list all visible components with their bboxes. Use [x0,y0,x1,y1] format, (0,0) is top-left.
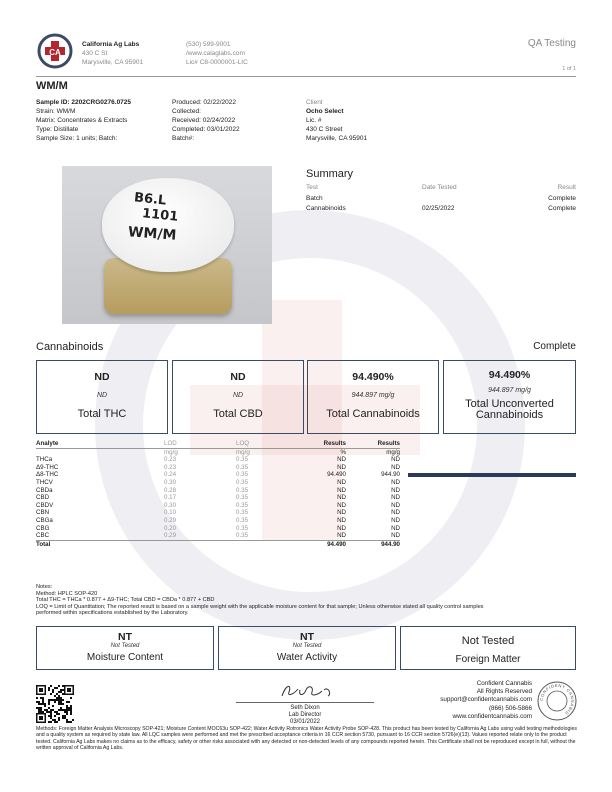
summary-row-result: Complete [548,195,576,202]
col-loq: LOQ [236,440,300,448]
lab-logo [36,32,74,70]
lid-label-1: B6.L [133,190,167,209]
total-pct: 94.490 [300,540,346,548]
col-bar [400,440,576,448]
received-date: Received: 02/24/2022 [172,117,236,124]
result-pct-cell: ND [337,516,346,524]
unit-loq: mg/g [236,448,250,456]
total-unconverted-box [443,360,576,434]
loq-cell: 0.35 [236,532,249,540]
loq-cell: 0.35 [236,471,249,479]
summary-row-test: Batch [306,195,323,202]
cc-website[interactable]: www.confidentcannabis.com [452,712,532,720]
box-sub: ND [232,392,244,399]
analyte-cell: CBDa [36,486,53,494]
result-pct-cell: ND [337,456,346,464]
total-cannabinoids-box [307,360,439,434]
analyte-cell: CBG [36,524,50,532]
signed-date: 03/01/2022 [289,719,321,726]
lod-cell: 0.10 [164,509,177,517]
result-bar-cell [400,456,576,464]
summary-col-test: Test [306,184,318,191]
svg-text:CONFIDENT CANNABIS: CONFIDENT CANNABIS [538,682,576,717]
table-row [36,532,576,540]
col-analyte: Analyte [36,440,164,448]
table-row [36,509,576,517]
result-mg-cell: ND [391,509,400,517]
result-pct-cell: ND [337,494,346,502]
cc-contact [440,680,532,721]
result-mg-cell: 944.90 [381,471,400,479]
loq-cell: 0.35 [236,478,249,486]
produced-date: Produced: 02/22/2022 [172,99,236,106]
lab-city: Marysville, CA 95901 [82,59,144,66]
result-mg-cell: ND [391,463,400,471]
box-sub: 944.897 mg/g [488,387,531,394]
svg-text:CA: CA [49,48,61,57]
analyte-cell: THCa [36,456,53,464]
lab-name: California Ag Labs [82,41,140,48]
result-pct-cell: ND [337,501,346,509]
lod-cell: 0.30 [164,478,177,486]
notes-method: Method: HPLC SOP-420 [36,590,98,597]
table-row [36,456,576,464]
lab-street: 430 C St [82,50,108,57]
analyte-cell: CBGa [36,516,53,524]
collected-date: Collected: [172,108,201,115]
sample-strain: Strain: WM/M [36,108,76,115]
result-pct-cell: ND [337,486,346,494]
client-license: Lic. # [306,117,322,124]
analyte-cell: Δ8-THC [36,471,59,479]
result-pct-cell: 94.490 [327,471,346,479]
cannabinoids-title: Cannabinoids [36,341,104,353]
total-label: Total [36,540,164,548]
col-results-pct: Results [300,440,346,448]
box-label: Moisture Content [86,652,164,663]
table-row [36,525,576,533]
lod-cell: 0.29 [164,532,177,540]
lab-license: Lic# C8-0000001-LIC [186,59,248,66]
lod-cell: 0.24 [164,471,177,479]
table-row [36,479,576,487]
lid-label-3: WM/M [127,224,177,244]
analyte-cell: CBN [36,509,50,517]
sample-title: WM/M [36,80,68,92]
result-mg-cell: ND [391,501,400,509]
lod-cell: 0.30 [164,501,177,509]
analytes-table [36,440,576,548]
box-label: Total CBD [213,408,263,420]
loq-cell: 0.35 [236,516,249,524]
result-mg-cell: ND [391,516,400,524]
result-bar-cell [400,502,576,510]
lod-cell: 0.17 [164,494,177,502]
analyte-cell: THCV [36,478,53,486]
signer-block [236,705,374,727]
box-value: NT [300,631,314,643]
loq-cell: 0.35 [236,501,249,509]
result-bar [408,473,576,477]
table-row [36,487,576,495]
sample-matrix: Matrix: Concentrates & Extracts [36,117,128,124]
result-bar-cell [400,525,576,533]
box-sub: ND [96,392,108,399]
total-mg: 944.90 [346,540,400,548]
result-pct-cell: ND [337,478,346,486]
header-divider [36,76,576,77]
result-mg-cell: ND [391,456,400,464]
total-thc-box [36,360,168,434]
notes-loq: LOQ = Limit of Quantitation; The reported result is based on a sample weight with the applicable moisture content for that sample; Unless otherwise stated all quality control samples [36,603,484,610]
notes-formula: Total THC = THCa * 0.877 + Δ9-THC; Total CBD = CBDa * 0.877 + CBD [36,597,215,604]
result-mg-cell: ND [391,478,400,486]
client-label: Client [306,99,323,106]
summary-row-result: Complete [548,205,576,212]
notes-loq-cont: performed within specifications established by the Laboratory. [36,610,189,617]
summary-row-date: 02/25/2022 [422,205,455,212]
box-value: 94.490% [488,369,531,381]
result-bar-cell [400,464,576,472]
analyte-cell: CBDV [36,501,54,509]
box-label: Total Cannabinoids [326,408,420,420]
client-info [306,98,367,143]
result-pct-cell: ND [337,524,346,532]
unit-lod: mg/g [164,448,178,456]
box-value: ND [94,371,110,383]
analyte-cell: Δ9-THC [36,463,59,471]
cc-name: Confident Cannabis [476,680,532,687]
page-number: 1 of 1 [562,66,576,72]
sample-type: Type: Distillate [36,126,79,133]
client-name: Ocho Select [306,108,344,115]
lod-cell: 0.28 [164,486,177,494]
cc-seal [536,680,578,722]
col-lod: LOD [164,440,236,448]
box-label: Water Activity [276,652,338,663]
box-sub: 944.897 mg/g [351,392,395,399]
result-bar-cell [400,509,576,517]
result-pct-cell: ND [337,463,346,471]
loq-cell: 0.35 [236,524,249,532]
table-total-row [36,540,576,548]
lod-cell: 0.23 [164,456,177,464]
units-row [36,448,576,456]
result-mg-cell: ND [391,494,400,502]
unit-pct: % [340,448,346,456]
loq-cell: 0.35 [236,494,249,502]
unit-mg: mg/g [386,448,400,456]
sample-photo [62,166,272,324]
box-sub: Not Tested [110,643,140,649]
loq-cell: 0.35 [236,509,249,517]
completed-date: Completed: 03/01/2022 [172,126,240,133]
cannabinoids-status: Complete [533,341,576,352]
result-mg-cell: ND [391,532,400,540]
result-bar-cell [400,479,576,487]
footer-disclaimer: Methods: Foreign Matter Analysis Microscopy SOP-421; Moisture Content MOC63u SOP-422; Water Activity Rotronics Water Activity Probe SOP-428. This product has been tested by California Ag Labs using valid testing methodologies and a quality system as required by state law. All LQC samples were performed and met the prescribed acceptance criteria in 16 CCR section 5730, pursuant to 16 CCR section 5726(e)(13). Values reported relate only to the product tested. California Ag Labs makes no claims as to the efficacy, safety or other risks associated with any detected or non-detected levels of any compounds reported herein. This Certificate shall not be reproduced except in full, without the written approval of California Ag Labs. [36,726,577,752]
result-bar-cell [400,471,576,479]
table-header-row [36,440,576,448]
client-street: 430 C Street [306,126,343,133]
cc-rights: All Rights Reserved [476,688,532,696]
result-bar-cell [400,494,576,502]
lab-website: /www.calaglabs.com [186,50,245,57]
table-row [36,517,576,525]
notes-heading: Notes: [36,584,53,590]
table-row [36,471,576,479]
box-value: Not Tested [461,635,515,647]
lod-cell: 0.20 [164,524,177,532]
loq-cell: 0.35 [236,456,249,464]
result-pct-cell: ND [337,532,346,540]
foreign-matter-box [400,626,576,670]
result-mg-cell: ND [391,524,400,532]
box-value: NT [118,631,132,643]
sample-size: Sample Size: 1 units; Batch: [36,135,118,142]
qr-code[interactable] [36,685,74,723]
cc-email[interactable]: support@confidentcannabis.com [440,696,532,704]
analyte-cell: CBC [36,532,50,540]
lab-contact [186,40,248,67]
doc-type: QA Testing [527,38,576,49]
sample-id: Sample ID: 2202CRG0276.0725 [36,99,132,106]
col-results-mg: Results [346,440,400,448]
result-mg-cell: ND [391,486,400,494]
result-bar-cell [400,517,576,525]
cc-phone: (866) 506-5866 [488,704,532,712]
loq-cell: 0.35 [236,486,249,494]
lod-cell: 0.29 [164,516,177,524]
sample-dates [172,98,240,143]
box-label: Total Unconverted Cannabinoids [465,398,554,421]
signer-name: Seth Dixon [290,705,320,711]
batch-number: Batch#: [172,135,195,142]
lab-address [82,40,143,67]
total-cbd-box [172,360,304,434]
water-activity-box [218,626,396,670]
box-sub: Not Tested [292,643,322,649]
box-value: ND [230,371,246,383]
summary-row-test: Cannabinoids [306,205,346,212]
lod-cell: 0.23 [164,463,177,471]
sample-info [36,98,131,143]
jar-lid [102,178,234,272]
lid-label-2: 1101 [141,206,179,225]
table-row [36,464,576,472]
box-value: 94.490% [352,371,394,383]
table-row [36,502,576,510]
lab-phone: (530) 599-9001 [186,41,231,48]
summary-col-result: Result [557,184,576,191]
notes [36,584,581,617]
analyte-cell: CBD [36,494,50,502]
signature-line [236,702,374,703]
result-bar-cell [400,487,576,495]
moisture-content-box [36,626,214,670]
loq-cell: 0.35 [236,463,249,471]
summary-title: Summary [306,168,354,180]
summary-col-date: Date Tested [422,184,457,191]
result-bar-cell [400,532,576,540]
result-pct-cell: ND [337,509,346,517]
table-row [36,494,576,502]
signature-image [262,680,348,702]
box-label: Total THC [77,408,127,420]
box-label: Foreign Matter [455,654,521,665]
signer-role: Lab Director [288,712,322,719]
client-city: Marysville, CA 95901 [306,135,368,142]
